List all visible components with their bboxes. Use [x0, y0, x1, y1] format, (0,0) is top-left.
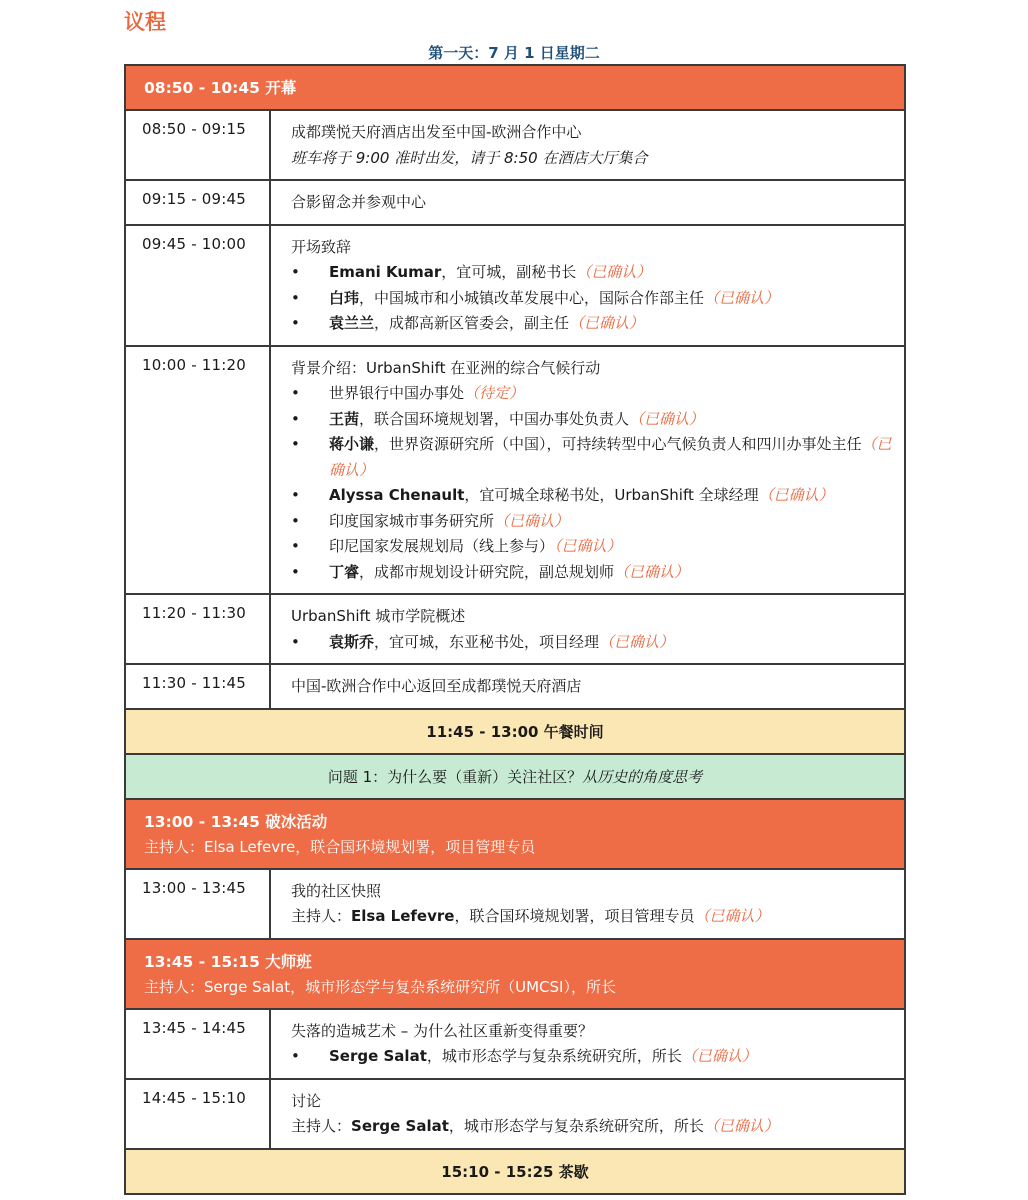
- question-row: [125, 754, 905, 799]
- day-title: 第一天：7 月 1 日星期二: [428, 44, 600, 62]
- agenda-row: [125, 180, 905, 225]
- status-label: （已确认）: [494, 511, 570, 530]
- status-label: （已确认）: [681, 1047, 757, 1065]
- speaker-item: [291, 311, 894, 337]
- time-cell: 09:15 - 09:45: [125, 180, 270, 225]
- bullet-icon: •: [291, 409, 300, 428]
- speaker-name: 丁睿: [329, 562, 360, 581]
- host-name: Serge Salat: [351, 1117, 449, 1135]
- speaker-item: [291, 534, 894, 560]
- speaker-name: 蒋小谦: [329, 435, 375, 453]
- section-title: 13:00 - 13:45 破冰活动: [144, 812, 328, 831]
- host-name: Elsa Lefevre: [351, 907, 455, 925]
- agenda-row: [125, 110, 905, 180]
- speaker-item: [291, 407, 894, 433]
- bullet-icon: •: [291, 263, 300, 281]
- content-cell: [270, 869, 905, 939]
- session-title: 中国-欧洲合作中心返回至成都璞悦天府酒店: [291, 677, 582, 695]
- speaker-affiliation: ，联合国环境规划署，中国办事处负责人: [359, 409, 630, 428]
- speaker-item: [291, 560, 894, 586]
- status-label: （已确认）: [569, 314, 645, 332]
- session-title: 失落的造城艺术 – 为什么社区重新变得重要？: [291, 1021, 594, 1040]
- speaker-item: [291, 1044, 894, 1070]
- session-note: 班车将于 9:00 准时出发，请于 8:50 在酒店大厅集合: [291, 148, 648, 167]
- status-label: （已确认）: [694, 907, 770, 925]
- lunch-break-row: [125, 709, 905, 754]
- content-cell: [270, 1009, 905, 1079]
- speaker-name: 袁斯乔: [329, 632, 375, 651]
- session-host: [291, 904, 894, 930]
- section-header-icebreak: [125, 799, 905, 869]
- time-cell: 09:45 - 10:00: [125, 225, 270, 346]
- session-title: UrbanShift 城市学院概述: [291, 607, 466, 625]
- bullet-icon: •: [291, 435, 300, 453]
- bullet-icon: •: [291, 632, 300, 651]
- speaker-name: 白玮: [329, 288, 360, 307]
- agenda-row: [125, 664, 905, 709]
- speaker-name: Alyssa Chenault: [329, 486, 465, 504]
- status-label: （已确认）: [614, 562, 690, 581]
- speaker-name: Serge Salat: [329, 1047, 427, 1065]
- section-host: 主持人：Serge Salat，城市形态学与复杂系统研究所（UMCSI），所长: [144, 977, 616, 996]
- speaker-affiliation: ，成都市规划设计研究院，副总规划师: [359, 562, 615, 581]
- session-title: 开场致辞: [291, 237, 352, 256]
- speaker-name: 袁兰兰: [329, 314, 375, 332]
- speaker-item: [291, 381, 894, 407]
- agenda-row: [125, 1079, 905, 1149]
- time-cell: 10:00 - 11:20: [125, 346, 270, 595]
- content-cell: [270, 180, 905, 225]
- section-title: 08:50 - 10:45 开幕: [144, 79, 297, 97]
- bullet-icon: •: [291, 537, 300, 555]
- host-prefix: 主持人：: [291, 907, 352, 925]
- agenda-row: [125, 225, 905, 346]
- speaker-affiliation: ，城市形态学与复杂系统研究所，所长: [426, 1047, 682, 1065]
- status-label: （已确认）: [629, 409, 705, 428]
- time-cell: 13:00 - 13:45: [125, 869, 270, 939]
- question-text: 问题 1：为什么要（重新）关注社区？: [327, 767, 583, 786]
- status-label: （待定）: [464, 384, 525, 402]
- section-title: 13:45 - 15:15 大师班: [144, 952, 312, 971]
- section-header-masterclass: [125, 939, 905, 1009]
- question-subtext: 从历史的角度思考: [582, 767, 703, 786]
- time-cell: 14:45 - 15:10: [125, 1079, 270, 1149]
- content-cell: [270, 664, 905, 709]
- bullet-icon: •: [291, 562, 300, 581]
- speaker-affiliation: 印度国家城市事务研究所: [329, 511, 495, 530]
- tea-label: 15:10 - 15:25 茶歇: [125, 1149, 905, 1194]
- speaker-affiliation: ，世界资源研究所（中国），可持续转型中心气候负责人和四川办事处主任: [374, 435, 862, 453]
- speaker-item: [291, 483, 894, 509]
- bullet-icon: •: [291, 1047, 300, 1065]
- agenda-row: [125, 1009, 905, 1079]
- session-title: 我的社区快照: [291, 881, 382, 900]
- agenda-row: [125, 346, 905, 595]
- speaker-affiliation: 印尼国家发展规划局（线上参与）: [329, 537, 555, 555]
- speaker-name: 王茜: [329, 409, 360, 428]
- session-title: 成都璞悦天府酒店出发至中国-欧洲合作中心: [291, 123, 582, 141]
- speaker-name: Emani Kumar: [329, 263, 442, 281]
- status-label: （已确认）: [554, 537, 622, 555]
- page-title: 议程: [124, 10, 166, 34]
- bullet-icon: •: [291, 288, 300, 307]
- agenda-row: [125, 869, 905, 939]
- speaker-item: [291, 509, 894, 535]
- speaker-item: [291, 286, 894, 312]
- bullet-icon: •: [291, 384, 300, 402]
- time-cell: 08:50 - 09:15: [125, 110, 270, 180]
- time-cell: 11:30 - 11:45: [125, 664, 270, 709]
- speaker-affiliation: ，成都高新区管委会，副主任: [374, 314, 570, 332]
- bullet-icon: •: [291, 486, 300, 504]
- question-cell: [125, 754, 905, 799]
- time-cell: 11:20 - 11:30: [125, 594, 270, 664]
- speaker-item: [291, 630, 894, 656]
- lunch-label: 11:45 - 13:00 午餐时间: [125, 709, 905, 754]
- speaker-item: [291, 260, 894, 286]
- section-host: 主持人：Elsa Lefevre，联合国环境规划署，项目管理专员: [144, 837, 536, 856]
- status-label: （已确认）: [599, 632, 675, 651]
- speaker-item: [291, 432, 894, 483]
- content-cell: [270, 346, 905, 595]
- time-cell: 13:45 - 14:45: [125, 1009, 270, 1079]
- content-cell: [270, 594, 905, 664]
- status-label: （已确认）: [758, 486, 834, 504]
- tea-break-row: [125, 1149, 905, 1194]
- speaker-affiliation: 世界银行中国办事处: [329, 384, 465, 402]
- status-label: （已确认）: [329, 435, 892, 479]
- speaker-affiliation: ，宜可城，东亚秘书处，项目经理: [374, 632, 600, 651]
- section-header-opening: [125, 65, 905, 110]
- status-label: （已确认）: [576, 263, 652, 281]
- speaker-affiliation: ，宜可城全球秘书处，UrbanShift 全球经理: [464, 486, 759, 504]
- status-label: （已确认）: [704, 288, 780, 307]
- host-affiliation: ，联合国环境规划署，项目管理专员: [454, 907, 695, 925]
- bullet-icon: •: [291, 511, 300, 530]
- host-prefix: 主持人：: [291, 1117, 352, 1135]
- session-title: 讨论: [291, 1091, 322, 1110]
- session-host: [291, 1114, 894, 1140]
- content-cell: [270, 225, 905, 346]
- content-cell: [270, 1079, 905, 1149]
- agenda-row: [125, 594, 905, 664]
- session-title: 合影留念并参观中心: [291, 193, 427, 211]
- speaker-affiliation: ，宜可城，副秘书长: [441, 263, 577, 281]
- speaker-affiliation: ，中国城市和小城镇改革发展中心，国际合作部主任: [359, 288, 705, 307]
- status-label: （已确认）: [703, 1117, 779, 1135]
- content-cell: [270, 110, 905, 180]
- agenda-table: [124, 64, 906, 1195]
- host-affiliation: ，城市形态学与复杂系统研究所，所长: [448, 1117, 704, 1135]
- session-title: 背景介绍：UrbanShift 在亚洲的综合气候行动: [291, 358, 601, 377]
- bullet-icon: •: [291, 314, 300, 332]
